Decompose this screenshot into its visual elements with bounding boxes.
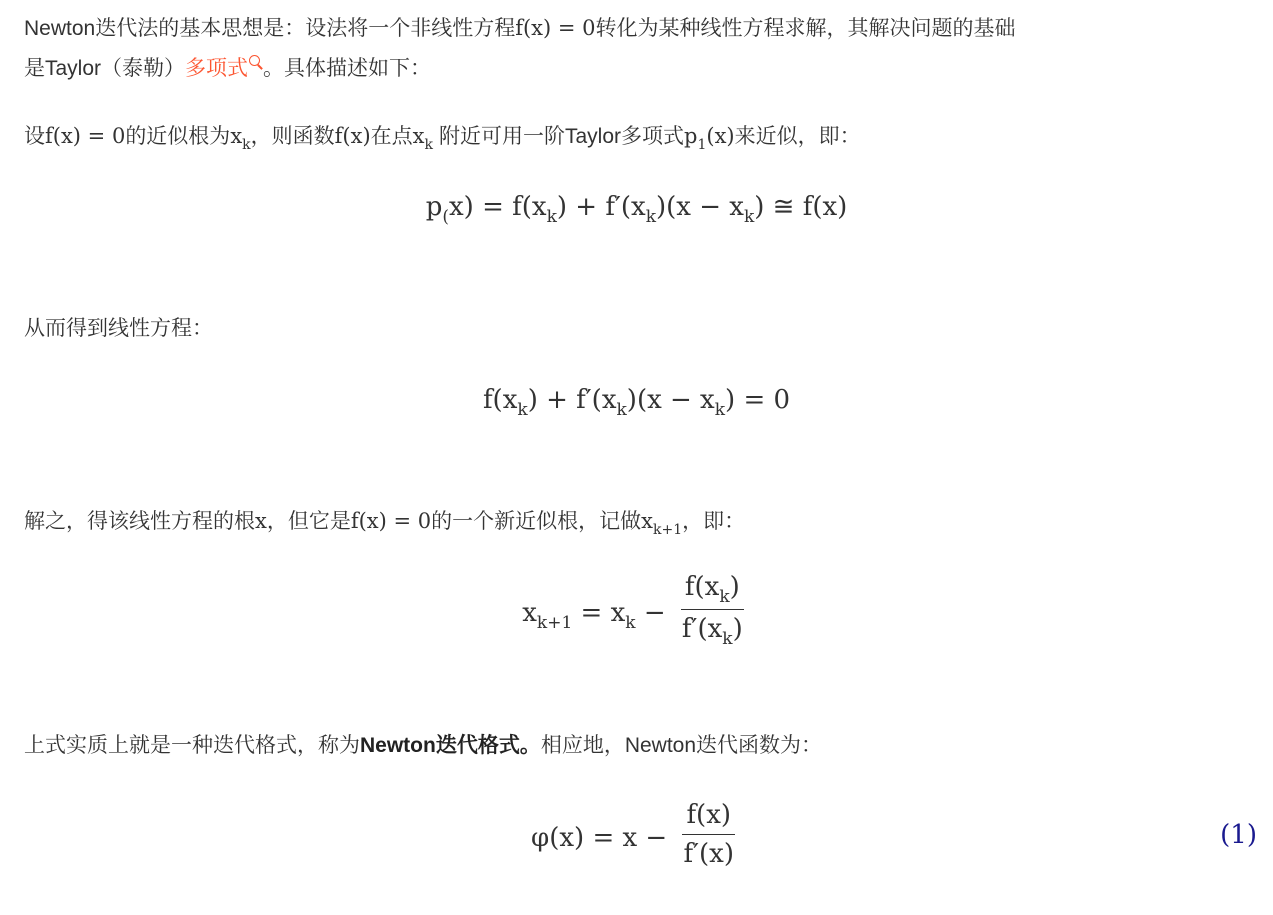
eq3-den-sub: k: [722, 629, 733, 649]
eq1-d: )(x − x: [656, 192, 744, 222]
paragraph-linear: 从而得到线性方程：: [24, 317, 213, 340]
eq2-a-sub: k: [517, 400, 528, 420]
approx-text-c: ，则函数: [250, 125, 335, 148]
eq3-minus: −: [635, 597, 674, 628]
eq1-p: p: [425, 192, 443, 222]
p1-arg: (x): [706, 124, 735, 148]
root-text-b: ，但它是: [266, 510, 351, 533]
eq4-fraction: [679, 798, 737, 871]
approx-text-b: 的近似根为: [125, 125, 231, 148]
intro-text-a: Newton迭代法的基本思想是：设法将一个非线性方程: [24, 17, 516, 40]
eq2-b: ) + f′(x: [527, 385, 617, 415]
eq3-num-a: f(x: [684, 572, 720, 602]
eq3-num-end: ): [729, 572, 740, 602]
p1-base: p: [684, 124, 698, 148]
equation-number: (1): [1220, 820, 1257, 850]
eq3-lhs-sub: k+1: [536, 612, 573, 633]
equation-newton-function: [0, 798, 1273, 871]
intro-math-equation: f(x) = 0: [515, 16, 596, 40]
root-math-x: x: [255, 509, 267, 533]
intro-cont-text-b: 。具体描述如下：: [263, 57, 432, 80]
root-text-c: 的一个新近似根，记做: [431, 510, 642, 533]
nf-text-a: 上式实质上就是一种迭代格式，称为: [24, 734, 360, 757]
paragraph-intro: [24, 12, 1016, 45]
intro-text-b: 转化为某种线性方程求解，其解决问题的基础: [595, 17, 1016, 40]
approx-text-a: 设: [24, 125, 45, 148]
xk2-sub: k: [424, 137, 433, 153]
xk-base: x: [230, 124, 243, 148]
eq4-denominator: f′(x): [683, 839, 734, 869]
root-math-xk1: [641, 509, 683, 538]
eq3-lhs: [522, 597, 674, 633]
xk1-base: x: [641, 509, 653, 533]
paragraph-newton-function: [24, 730, 822, 762]
equation-linear: [0, 385, 1273, 420]
intro-cont-text-a: 是Taylor（泰勒）: [24, 57, 186, 80]
eq2-c: )(x − x: [626, 385, 715, 415]
polynomial-link-label: 多项式: [185, 57, 249, 80]
equation-newton-iteration: [0, 570, 1273, 649]
equation-taylor: [0, 192, 1273, 227]
eq1-d-sub: k: [743, 207, 755, 227]
polynomial-link[interactable]: [185, 57, 263, 80]
approx-text-d: 在点: [370, 125, 413, 148]
approx-math-fx: f(x): [334, 124, 371, 148]
nf-bold-term: Newton迭代格式。: [360, 734, 541, 757]
xk1-sub: k+1: [653, 522, 683, 538]
root-math-fx: f(x) = 0: [350, 509, 432, 533]
eq3-mid-sub: k: [625, 612, 636, 633]
approx-math-xk-2: [412, 124, 433, 153]
eq2-a: f(x: [482, 385, 518, 415]
eq1-e: ) ≅ f(x): [754, 192, 848, 222]
root-text-d: ，即：: [682, 510, 746, 533]
eq1-c: ) + f′(x: [556, 192, 646, 222]
eq1-p-sub: (: [442, 207, 450, 227]
eq3-denominator: [678, 610, 747, 649]
eq3-lhs-base: x: [522, 597, 537, 628]
xk2-base: x: [412, 124, 425, 148]
paragraph-approximation: [24, 120, 861, 155]
eq1-c-sub: k: [645, 207, 656, 227]
root-text-a: 解之，得该线性方程的根: [24, 510, 255, 533]
nf-text-b: 相应地，Newton迭代函数为：: [540, 734, 823, 757]
eq4-numerator: f(x): [682, 798, 735, 835]
eq3-num-sub: k: [719, 587, 730, 607]
eq3-den-a: f′(x: [681, 614, 723, 644]
eq3-mid: = x: [572, 597, 626, 628]
paragraph-root: [24, 505, 745, 540]
approx-math-1: f(x) = 0: [45, 124, 126, 148]
xk-sub: k: [242, 137, 251, 153]
eq2-d: ) = 0: [725, 385, 791, 415]
approx-text-f: 来近似，即：: [734, 125, 861, 148]
eq3-numerator: [681, 570, 744, 610]
eq2-b-sub: k: [616, 400, 627, 420]
eq4-lhs: φ(x) = x −: [531, 822, 676, 853]
approx-math-p1: [684, 124, 735, 153]
eq3-fraction: [678, 570, 747, 649]
search-icon: [249, 55, 263, 69]
eq1-b: x) = f(x: [449, 192, 547, 222]
eq3-den-end: ): [732, 614, 743, 644]
p1-sub: 1: [697, 137, 707, 153]
eq1-b-sub: k: [546, 207, 557, 227]
approx-math-xk: [230, 124, 251, 153]
approx-text-e: 附近可用一阶Taylor多项式: [438, 125, 685, 148]
paragraph-intro-cont: [24, 53, 431, 85]
eq2-c-sub: k: [714, 400, 726, 420]
